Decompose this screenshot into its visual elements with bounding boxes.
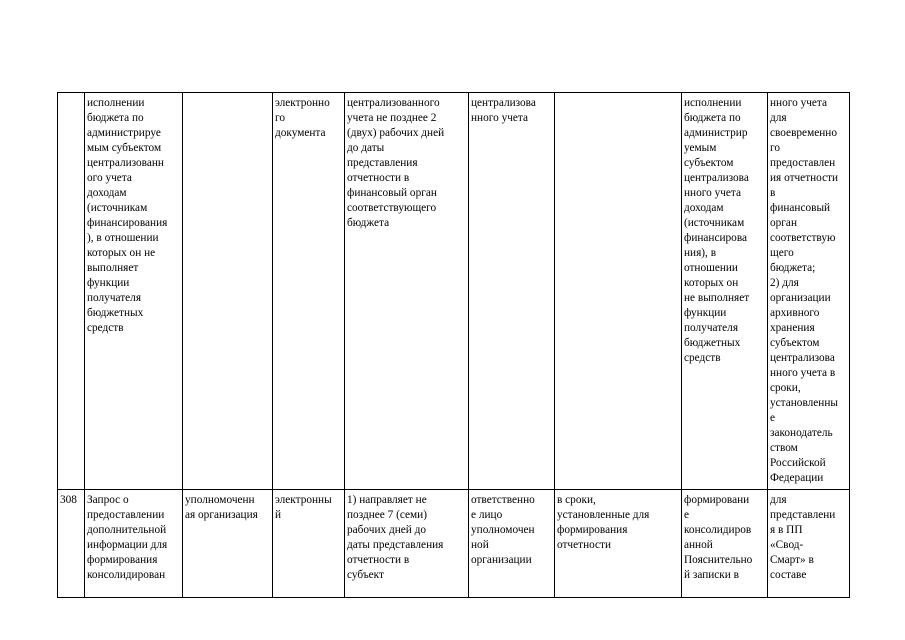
table-cell: формировани е консолидиров анной Пояснительно й записки в	[682, 490, 768, 598]
table-cell: уполномоченн ая организация	[183, 490, 273, 598]
row-number-cell	[58, 93, 85, 490]
table-cell: централизова нного учета	[469, 93, 555, 490]
table-cell: для представлени я в ПП «Свод- Смарт» в составе	[768, 490, 850, 598]
table-cell: Запрос о предоставлении дополнительной информации для формирования консолидирован	[85, 490, 183, 598]
table-row	[58, 93, 850, 490]
table-cell: исполнении бюджета по администрир уемым субъектом централизова нного учета доходам (источникам финансирова ния), в отношении которых он не выполняет функции получателя бюджетных средств	[682, 93, 768, 490]
procedure-table	[57, 92, 850, 598]
table-cell: ответственно е лицо уполномочен ной организации	[469, 490, 555, 598]
table-cell: электронны й	[273, 490, 345, 598]
table-cell: в сроки, установленные для формирования отчетности	[555, 490, 682, 598]
row-number-cell: 308	[58, 490, 85, 598]
table-row	[58, 490, 850, 598]
table-cell: 1) направляет не позднее 7 (семи) рабочих дней до даты представления отчетности в субъект	[345, 490, 469, 598]
table-cell: исполнении бюджета по администрируе мым субъектом централизованн ого учета доходам (источникам финансирования ), в отношении которых он не выполняет функции получателя бюджетных средств	[85, 93, 183, 490]
table-cell: централизованного учета не позднее 2 (двух) рабочих дней до даты представления отчетности в финансовый орган соответствующего бюджета	[345, 93, 469, 490]
table-cell	[555, 93, 682, 490]
table-cell: электронно го документа	[273, 93, 345, 490]
table-cell	[183, 93, 273, 490]
table-cell: нного учета для своевременно го предоставлен ия отчетности в финансовый орган соответствую щего бюджета; 2) для организации архивного хранения субъектом централизова нного учета в сроки, установленны е законодатель ством Российской Федерации	[768, 93, 850, 490]
